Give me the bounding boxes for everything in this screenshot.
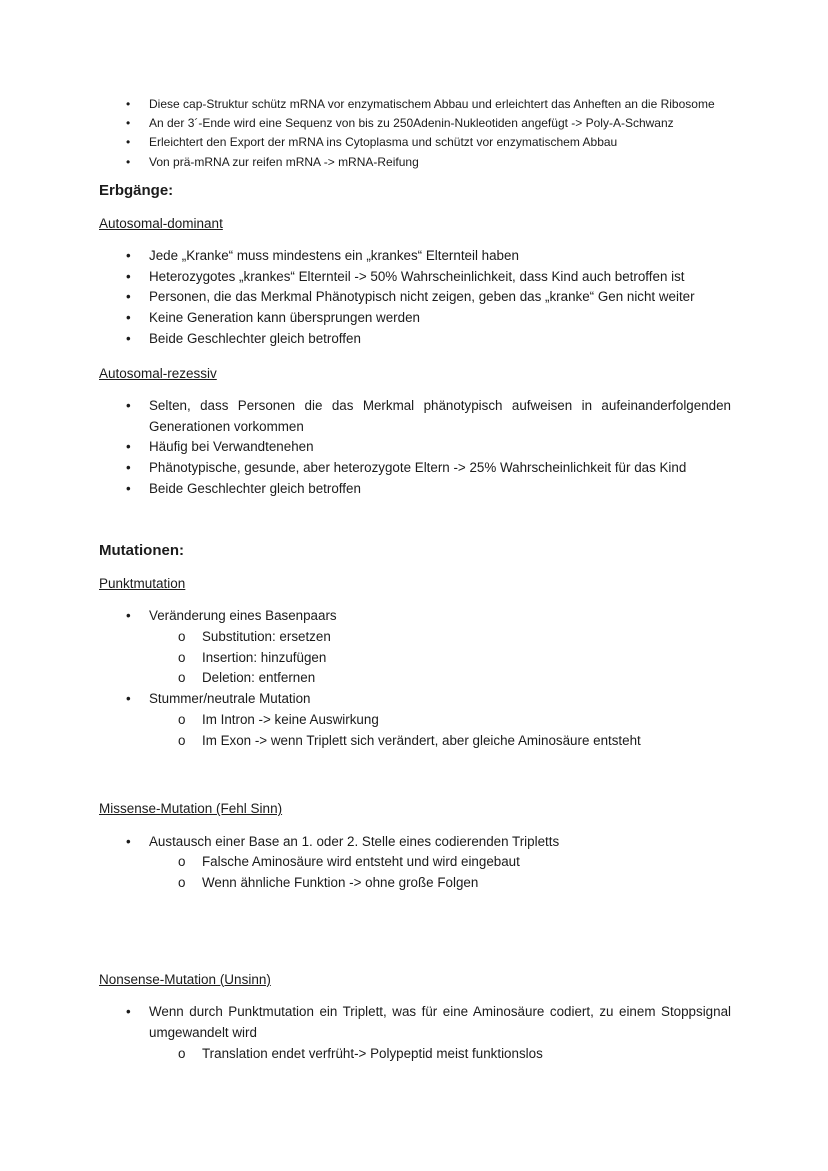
list-item-row xyxy=(178,710,731,731)
bullet-icon: o xyxy=(178,628,186,644)
bullet-icon: • xyxy=(126,247,131,263)
list-item-text: Diese cap-Struktur schütz mRNA vor enzymatischem Abbau und erleichtert das Anheften an die Ribosome xyxy=(149,97,715,111)
sub-list-item xyxy=(178,627,731,648)
bullet-icon: • xyxy=(126,1004,131,1019)
bullet-icon: o xyxy=(178,1045,186,1061)
list-item xyxy=(126,437,731,458)
section-heading: Mutationen: xyxy=(99,541,184,559)
bullet-icon: • xyxy=(126,691,131,707)
list-item-text: Von prä-mRNA zur reifen mRNA -> mRNA-Reifung xyxy=(149,154,419,169)
list-item xyxy=(126,396,731,438)
list-item-text: Personen, die das Merkmal Phänotypisch nicht zeigen, geben das „kranke“ Gen nicht weiter xyxy=(149,289,695,305)
list-item xyxy=(126,458,731,479)
bullet-icon: • xyxy=(126,481,131,497)
bullet-icon: • xyxy=(126,607,131,623)
bullet-icon: o xyxy=(178,854,186,870)
sub-bullet-list xyxy=(126,1044,731,1065)
bullet-icon: • xyxy=(126,331,131,346)
list-item-text: Wenn durch Punktmutation ein Triplett, was für eine Aminosäure codiert, zu einem Stoppsignal umgewandelt wird xyxy=(149,1004,731,1040)
list-item-text: Substitution: ersetzen xyxy=(202,628,331,644)
list-item xyxy=(126,479,731,500)
list-item xyxy=(126,246,731,267)
bullet-icon: o xyxy=(178,649,186,665)
list-item-row xyxy=(178,852,731,873)
subsection-heading xyxy=(99,576,731,592)
bullet-icon: • xyxy=(126,833,131,849)
subsection-heading xyxy=(99,972,731,988)
list-item-text: Keine Generation kann übersprungen werden xyxy=(149,310,420,326)
list-item-row xyxy=(126,689,731,710)
list-item-text: Erleichtert den Export der mRNA ins Cytoplasma und schützt vor enzymatischem Abbau xyxy=(149,135,618,150)
list-item-text: Im Exon -> wenn Triplett sich verändert, aber gleiche Aminosäure entsteht xyxy=(202,732,641,748)
list-item-row xyxy=(178,648,731,669)
spacer xyxy=(99,908,731,956)
list-item xyxy=(126,689,731,751)
list-item-text: Selten, dass Personen die das Merkmal phänotypisch aufweisen in aufeinanderfolgenden Generationen vorkommen xyxy=(149,397,731,434)
list-item-text: Stummer/neutrale Mutation xyxy=(149,691,311,707)
sub-list-item xyxy=(178,852,731,873)
list-item-row xyxy=(126,437,731,458)
sub-list-item xyxy=(178,873,731,894)
list-item xyxy=(126,1002,731,1064)
list-item-row xyxy=(126,287,731,308)
bullet-icon: o xyxy=(178,670,186,686)
sub-bullet-list xyxy=(126,852,731,894)
list-item xyxy=(126,95,731,114)
list-item-row xyxy=(126,246,731,267)
list-item-row xyxy=(126,606,731,627)
sub-list-item xyxy=(178,710,731,731)
list-item-row xyxy=(126,396,731,438)
spacer xyxy=(99,514,731,534)
list-item-row xyxy=(126,133,731,152)
bullet-icon: • xyxy=(126,116,131,131)
list-item-text: Beide Geschlechter gleich betroffen xyxy=(149,331,361,346)
bullet-icon: • xyxy=(126,97,131,111)
bullet-icon: • xyxy=(126,439,131,455)
list-item-row xyxy=(126,308,731,329)
sub-list-item xyxy=(178,1044,731,1065)
sub-list-item xyxy=(178,668,731,689)
bullet-list xyxy=(99,1002,731,1064)
list-item-text: Häufig bei Verwandtenehen xyxy=(149,439,314,455)
list-item xyxy=(126,329,731,350)
list-item-text: Im Intron -> keine Auswirkung xyxy=(202,711,379,727)
list-item-row xyxy=(178,627,731,648)
list-item-text: Veränderung eines Basenpaars xyxy=(149,607,337,623)
list-item-row xyxy=(126,267,731,288)
list-item-row xyxy=(178,668,731,689)
bullet-list xyxy=(99,396,731,500)
list-item-row xyxy=(126,329,731,350)
subsection-heading-label: Punktmutation xyxy=(99,575,186,591)
section-heading: Erbgänge: xyxy=(99,181,174,199)
list-item-row xyxy=(126,832,731,853)
list-item-text: Jede „Kranke“ muss mindestens ein „krankes“ Elternteil haben xyxy=(149,247,519,263)
list-item xyxy=(126,133,731,152)
bullet-list xyxy=(99,95,731,172)
bullet-icon: o xyxy=(178,875,186,891)
list-item-text: Deletion: entfernen xyxy=(202,670,316,686)
list-item-text: Beide Geschlechter gleich betroffen xyxy=(149,481,361,497)
list-item-text: An der 3´-Ende wird eine Sequenz von bis zu 250Adenin-Nukleotiden angefügt -> Poly-A-Schwanz xyxy=(149,116,674,131)
sub-bullet-list xyxy=(126,627,731,689)
list-item-text: Insertion: hinzufügen xyxy=(202,649,327,665)
subsection-heading xyxy=(99,801,731,817)
list-item-row xyxy=(126,479,731,500)
bullet-icon: o xyxy=(178,711,186,727)
bullet-icon: • xyxy=(126,154,131,169)
sub-list-item xyxy=(178,731,731,752)
bullet-list xyxy=(99,246,731,350)
document-content xyxy=(99,95,731,1064)
list-item xyxy=(126,832,731,894)
list-item-text: Heterozygotes „krankes“ Elternteil -> 50% Wahrscheinlichkeit, dass Kind auch betroffen ist xyxy=(149,268,685,284)
sub-bullet-list xyxy=(126,710,731,752)
subsection-heading xyxy=(99,366,731,382)
list-item-row xyxy=(126,1002,731,1044)
list-item-row xyxy=(126,95,731,114)
list-item-row xyxy=(178,873,731,894)
list-item-row xyxy=(126,458,731,479)
bullet-icon: • xyxy=(126,310,131,326)
bullet-icon: • xyxy=(126,135,131,150)
list-item-text: Austausch einer Base an 1. oder 2. Stelle eines codierenden Tripletts xyxy=(149,833,560,849)
subsection-heading xyxy=(99,216,731,232)
list-item xyxy=(126,267,731,288)
bullet-icon: • xyxy=(126,289,131,305)
list-item xyxy=(126,153,731,172)
list-item xyxy=(126,287,731,308)
bullet-list xyxy=(99,606,731,751)
list-item xyxy=(126,606,731,689)
subsection-heading-label: Autosomal-dominant xyxy=(99,215,223,231)
list-item-text: Phänotypische, gesunde, aber heterozygote Eltern -> 25% Wahrscheinlichkeit für das Kind xyxy=(149,460,687,476)
list-item-row xyxy=(126,153,731,172)
list-item xyxy=(126,308,731,329)
bullet-icon: o xyxy=(178,732,186,748)
spacer xyxy=(99,765,731,785)
list-item xyxy=(126,114,731,133)
sub-list-item xyxy=(178,648,731,669)
bullet-list xyxy=(99,832,731,894)
list-item-text: Wenn ähnliche Funktion -> ohne große Folgen xyxy=(202,875,479,891)
subsection-heading-label: Nonsense-Mutation (Unsinn) xyxy=(99,971,271,987)
subsection-heading-label: Autosomal-rezessiv xyxy=(99,365,217,381)
list-item-row xyxy=(178,1044,731,1065)
bullet-icon: • xyxy=(126,460,131,476)
list-item-row xyxy=(126,114,731,133)
list-item-row xyxy=(178,731,731,752)
list-item-text: Falsche Aminosäure wird entsteht und wird eingebaut xyxy=(202,854,520,870)
bullet-icon: • xyxy=(126,268,131,284)
bullet-icon: • xyxy=(126,397,131,413)
list-item-text: Translation endet verfrüht-> Polypeptid meist funktionslos xyxy=(202,1045,543,1061)
subsection-heading-label: Missense-Mutation (Fehl Sinn) xyxy=(99,801,283,817)
